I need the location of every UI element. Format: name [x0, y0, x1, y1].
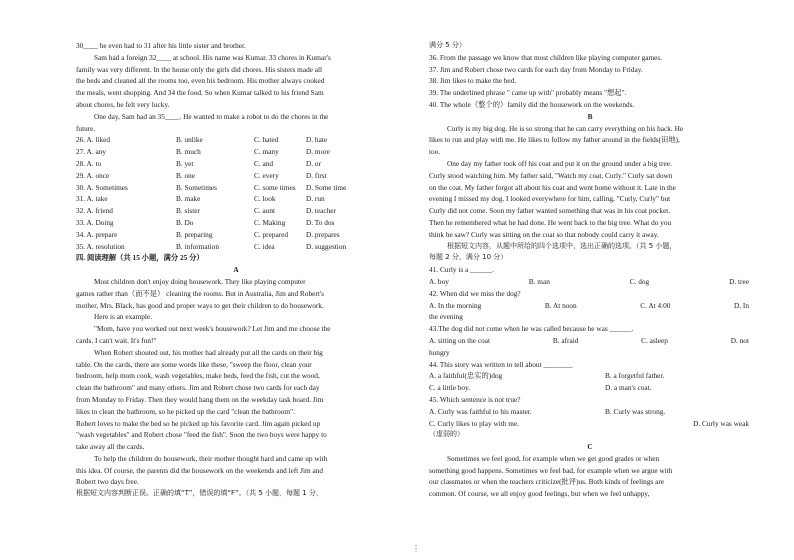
- option: D. first: [306, 170, 327, 180]
- option: D. Curly was weak: [693, 418, 749, 428]
- passage-b-label: B: [587, 111, 593, 121]
- passage-line: Here is an example.: [94, 312, 152, 322]
- option: A. sitting on the coat: [429, 335, 491, 345]
- multiple-choice-questions: [429, 264, 751, 441]
- passage-line: When Robert shouted out, his mother had already put all the cards on their big: [94, 347, 323, 357]
- option: 29. A. once: [76, 170, 110, 180]
- option: D. run: [306, 194, 325, 204]
- passage-line: cards. I can't wait. It's fun!": [76, 335, 157, 345]
- option: C. idea: [254, 241, 275, 251]
- passage-line: something good happens. Sometimes we feel bad, for example when we argue with: [429, 465, 673, 475]
- option: B. a forgetful father.: [605, 371, 665, 381]
- cloze-option-row: [76, 146, 396, 158]
- cloze-option-row: [76, 182, 396, 194]
- option: C. asleep: [641, 335, 668, 345]
- option: C. dog: [629, 276, 650, 286]
- cloze-passage-end: [76, 40, 396, 134]
- option: B. information: [176, 241, 219, 251]
- section-title: 四. 阅读理解（共 15 小题，满分 25 分）: [76, 253, 204, 263]
- passage-line: One day, Sam had an 35____. He wanted to make a robot to do the chores in the: [94, 111, 329, 121]
- passage-line: mother, Mrs. Black, has good and proper ways to get their children to do housework.: [76, 300, 324, 310]
- option: B. make: [176, 194, 201, 204]
- option: 26. A. liked: [76, 135, 111, 145]
- question-stem: 44. This story was written to tell about ________: [429, 359, 573, 369]
- option-continuation: hungry: [429, 347, 450, 357]
- option: 31. A. take: [76, 194, 108, 204]
- option: B. man: [528, 276, 550, 286]
- passage-line: this idea. Of course, the parents did the housework on the weekends and left Jim and: [76, 465, 324, 475]
- passage-line: think he saw? Curly was sitting on the coat so that nobody could carry it away.: [429, 229, 659, 239]
- option: A. Curly was faithful to his master.: [429, 406, 532, 416]
- option-row: [429, 276, 751, 288]
- option: B. preparing: [176, 229, 213, 239]
- instruction-line: 每题 2 分，满分 10 分）: [429, 253, 508, 262]
- option-continuation: （虚弱的）: [429, 430, 464, 439]
- passage-a: [76, 276, 396, 488]
- option: C. Curly likes to play with me.: [429, 418, 519, 428]
- passage-b: [429, 123, 751, 241]
- option: D. Some time: [306, 182, 347, 192]
- option: 33. A. Doing: [76, 217, 114, 227]
- passage-line: future.: [76, 123, 96, 133]
- passage-line: "Mom, have you worked out next week's housework? Let Jim and me choose the: [94, 324, 331, 334]
- option: D. prepares: [306, 229, 340, 239]
- tf-item: 36. From the passage we know that most children like playing computer games.: [429, 52, 663, 62]
- option: C. every: [254, 170, 279, 180]
- option: D. more: [306, 147, 330, 157]
- option: B. much: [176, 147, 201, 157]
- option-row: [429, 406, 751, 418]
- option: B. At noon: [544, 300, 577, 310]
- question-stem: 45. Which sentence is not true?: [429, 394, 521, 404]
- option: C. At 4:00: [640, 300, 671, 310]
- passage-line: on the coat. My father forgot all about his coat and went home without it. Late in the: [429, 182, 676, 192]
- passage-c: [429, 453, 751, 500]
- option: C. hated: [254, 135, 279, 145]
- passage-line: likes to run and play with me. He likes to follow my father around in the fields(田地),: [429, 135, 680, 145]
- cloze-options: [76, 134, 396, 252]
- passage-line: Robert two days free.: [76, 477, 139, 487]
- tf-item: 38. Jim likes to make the bed.: [429, 76, 517, 86]
- option: B. yet: [176, 158, 194, 168]
- option: 32. A. friend: [76, 206, 113, 216]
- option: 27. A. any: [76, 147, 106, 157]
- option: D. In: [733, 300, 749, 310]
- question-stem: 42. When did we miss the dog?: [429, 288, 521, 298]
- passage-line: games rather than（而不是） cleaning the rooms. But in Australia, Jim and Robert's: [76, 288, 324, 298]
- option: D. hate: [306, 135, 328, 145]
- option-row: [429, 300, 751, 312]
- true-false-items: [429, 52, 751, 111]
- passage-line: evening I missed my dog. I looked everywhere for him, calling, "Curly, Curly" but: [429, 194, 671, 204]
- left-column: [76, 40, 396, 500]
- cloze-option-row: [76, 229, 396, 241]
- tf-item: 39. The underlined phrase " came up with" probably means "想起".: [429, 88, 627, 98]
- cloze-option-row: [76, 158, 396, 170]
- passage-line: family was very different. In the house only the girls did chores. His sisters made all: [76, 64, 323, 74]
- option: B. unlike: [176, 135, 203, 145]
- cloze-option-row: [76, 134, 396, 146]
- passage-a-label: A: [233, 265, 239, 275]
- option-row: [429, 382, 751, 394]
- tf-instruction: 根据短文内容判断正误。正确的填“T”，错误的填“F”。（共 5 小题，每题 1 分，: [76, 489, 323, 498]
- passage-line: To help the children do housework, their mother thought hard and came up with: [94, 453, 328, 463]
- option: B. Sometimes: [176, 182, 217, 192]
- passage-line: from Monday to Friday. Then they would hang them on the weekday task board. Jim: [76, 394, 324, 404]
- option: A. boy: [429, 276, 449, 286]
- option: 35. A. resolution: [76, 241, 125, 251]
- passage-line: One day my father took off his coat and put it on the ground under a big tree.: [447, 158, 672, 168]
- passage-line: Robert loves to make the bed so he picked up his favorite card. Jim again picked up: [76, 418, 321, 428]
- passage-line: common. Of course, we all enjoy good feelings, but when we feel unhappy,: [429, 489, 650, 499]
- tf-item: 37. Jim and Robert chose two cards for each day from Monday to Friday.: [429, 64, 643, 74]
- cloze-option-row: [76, 170, 396, 182]
- tf-instruction-end: 满分 5 分）: [429, 41, 466, 49]
- option: B. Do: [176, 217, 194, 227]
- option: C. many: [254, 147, 279, 157]
- passage-c-label: C: [587, 442, 593, 452]
- option: 34. A. prepare: [76, 229, 118, 239]
- passage-line: table. On the cards, there are some words like these, "sweep the floor, clean your: [76, 359, 312, 369]
- page-marker: ⋮: [412, 544, 420, 553]
- option: B. afraid: [552, 335, 579, 345]
- option: C. and: [254, 158, 274, 168]
- passage-line: "wash vegetables" and Robert chose "feed the fish". Soon the two boys were happy to: [76, 430, 327, 440]
- instruction-line: 根据短文内容，从题中所给的四个选项中，选出正确的选项。（共 5 小题，: [447, 241, 677, 250]
- passage-line: our classmates or when the teachers criticize(批评)us. Both kinds of feelings are: [429, 477, 665, 487]
- cloze-option-row: [76, 193, 396, 205]
- passage-line: take away all the cards.: [76, 442, 145, 452]
- option: C. a little boy.: [429, 383, 471, 393]
- passage-line: Sam had a foreign 32____ at school. His name was Kumar. 33 chores in Kumar's: [94, 52, 331, 62]
- passage-line: likes to clean the bathroom, so he picked up the card "clean the bathroom".: [76, 406, 295, 416]
- option: A. In the morning: [429, 300, 482, 310]
- passage-line: Curly did not come. Soon my father wanted something that was in his coat pocket.: [429, 206, 671, 216]
- option: C. look: [254, 194, 276, 204]
- question-stem: 41. Curly is a ______.: [429, 265, 494, 275]
- passage-line: Sometimes we feel good, for example when we get good grades or when: [447, 453, 660, 463]
- passage-line: Most children don't enjoy doing housework. They like playing computer: [94, 276, 306, 286]
- passage-line: about chores, he felt very lucky.: [76, 99, 170, 109]
- cloze-option-row: [76, 205, 396, 217]
- option: D. suggestion: [306, 241, 347, 251]
- mc-instruction: [429, 241, 751, 265]
- cloze-option-row: [76, 241, 396, 253]
- right-column: [429, 40, 751, 500]
- option: A. a faithful(忠实的)dog: [429, 371, 503, 381]
- cloze-option-row: [76, 217, 396, 229]
- option-continuation: the evening: [429, 312, 463, 322]
- option: D. not: [730, 335, 749, 345]
- option: D. To dos: [306, 217, 335, 227]
- option: C. prepared: [254, 229, 289, 239]
- option: C. aunt: [254, 206, 276, 216]
- option: 30. A. Sometimes: [76, 182, 128, 192]
- option: D. tree: [729, 276, 749, 286]
- passage-line: clean the bathroom" and many others. Jim and Robert chose two cards for each day: [76, 383, 320, 393]
- option-row: [429, 370, 751, 382]
- option: D. or: [306, 158, 321, 168]
- passage-line: Curly is my big dog. He is so strong that he can carry everything on his back. He: [447, 123, 684, 133]
- option: B. one: [176, 170, 196, 180]
- passage-line: bedroom, help mom cook, wash vegetables, make beds, feed the fish, cut the wood,: [76, 371, 320, 381]
- option: C. Making: [254, 217, 286, 227]
- option-row: [429, 418, 751, 430]
- option: C. some times: [254, 182, 296, 192]
- option: 28. A. to: [76, 158, 102, 168]
- option: B. Curly was strong.: [605, 406, 666, 416]
- passage-line: Then he remembered what he had done. He went back to the big tree. What do you: [429, 217, 672, 227]
- passage-line: the meals, went shopping. And 34 the food. So when Kumar talked to his friend Sam: [76, 88, 324, 98]
- passage-line: too.: [429, 147, 441, 157]
- option: D. a man's coat.: [605, 383, 652, 393]
- option-row: [429, 335, 751, 347]
- tf-item: 40. The whole（整个的）family did the housework on the weekends.: [429, 99, 635, 109]
- option: D. teacher: [306, 206, 336, 216]
- passage-line: Curly stood watching him. My father said, "Watch my coat, Curly." Curly sat down: [429, 170, 673, 180]
- question-stem: 43.The dog did not come when he was called because he was ______.: [429, 324, 634, 334]
- option: B. sister: [176, 206, 200, 216]
- passage-line: the beds and cleaned all the rooms too, even his bedroom. His mother always cooked: [76, 76, 325, 86]
- passage-line: 30____ he even had to 31 after his little sister and brother.: [76, 41, 246, 50]
